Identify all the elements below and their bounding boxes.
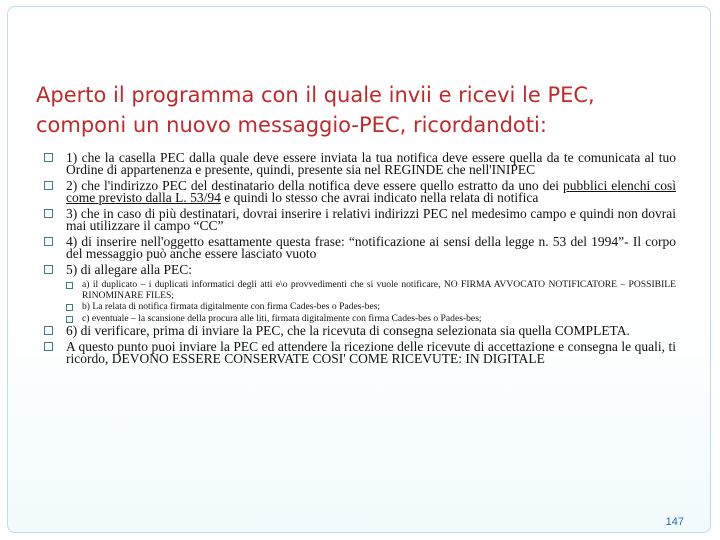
square-bullet-icon bbox=[44, 153, 53, 162]
square-bullet-icon bbox=[44, 209, 53, 218]
square-bullet-icon bbox=[44, 342, 53, 351]
square-bullet-icon bbox=[44, 181, 53, 190]
title-line-1: Aperto il programma con il quale invii e ricevi le PEC, bbox=[36, 83, 595, 107]
bullet-item-5 bbox=[44, 264, 676, 276]
sub-bullet-text: b) La relata di notifica firmata digitalmente con firma Cades-bes o Pades-bes; bbox=[82, 301, 381, 313]
bullet-list bbox=[44, 152, 676, 369]
sub-bullet-item-b bbox=[66, 302, 676, 313]
law-link[interactable]: pubblici elenchi così come previsto dalla L. 53/94 bbox=[66, 178, 676, 205]
sub-bullet-text: a) il duplicato – i duplicati informatici degli atti e\o provvedimenti che si vuole notificare, NO FIRMA AVVOCATO NOTIFICATORE – POSSIBILE RINOMINARE FILES; bbox=[82, 279, 676, 301]
square-bullet-icon bbox=[44, 265, 53, 274]
square-bullet-icon bbox=[44, 237, 53, 246]
sub-bullet-list bbox=[66, 280, 676, 324]
bullet-text: 6) di verificare, prima di inviare la PEC, che la ricevuta di consegna selezionata sia quella COMPLETA. bbox=[66, 323, 630, 339]
square-bullet-icon bbox=[66, 316, 73, 323]
page-number: 147 bbox=[665, 516, 684, 528]
bullet-item-2 bbox=[44, 180, 676, 204]
square-bullet-icon bbox=[44, 326, 53, 335]
bullet-text: e quindi lo stesso che avrai indicato nella relata di notifica bbox=[220, 190, 539, 205]
bullet-text: A questo punto puoi inviare la PEC ed attendere la ricezione delle ricevute di accettazione e consegna le quali, ti ricordo, DEVONO ESSERE CONSERVATE COSI' COME RICEVUTE: IN DIGITALE bbox=[66, 339, 676, 367]
bullet-text: 5) di allegare alla PEC: bbox=[66, 262, 192, 277]
bullet-text: 1) che la casella PEC dalla quale deve essere inviata la tua notifica deve essere quella da te comunicata al tuo Ordine di appartenenza e presente, quindi, presente sia nel REGINDE che nell'INIPEC bbox=[66, 150, 676, 177]
title-line-2: componi un nuovo messaggio-PEC, ricordandoti: bbox=[36, 113, 547, 137]
square-bullet-icon bbox=[66, 304, 73, 311]
bullet-item-4 bbox=[44, 236, 676, 260]
bullet-item-7 bbox=[44, 341, 676, 365]
sub-bullet-text: c) eventuale – la scansione della procura alle liti, firmata digitalmente con firma Cades-bes o Pades-bes; bbox=[82, 312, 482, 324]
sub-bullet-item-a bbox=[66, 280, 676, 301]
bullet-text: 3) che in caso di più destinatari, dovrai inserire i relativi indirizzi PEC nel medesimo campo e quindi non dovrai mai utilizzare il campo “CC” bbox=[66, 206, 676, 233]
slide-title bbox=[36, 80, 696, 140]
bullet-text: 2) che l'indirizzo PEC del destinatario della notifica deve essere quello estratto da uno dei bbox=[66, 178, 564, 193]
bullet-item-3 bbox=[44, 208, 676, 232]
square-bullet-icon bbox=[66, 282, 73, 289]
bullet-item-1 bbox=[44, 152, 676, 176]
bullet-item-6 bbox=[44, 325, 676, 337]
bullet-text: 4) di inserire nell'oggetto esattamente questa frase: “notificazione ai sensi della legge n. 53 del 1994”- Il corpo del messaggio può anche essere lasciato vuoto bbox=[66, 234, 676, 261]
